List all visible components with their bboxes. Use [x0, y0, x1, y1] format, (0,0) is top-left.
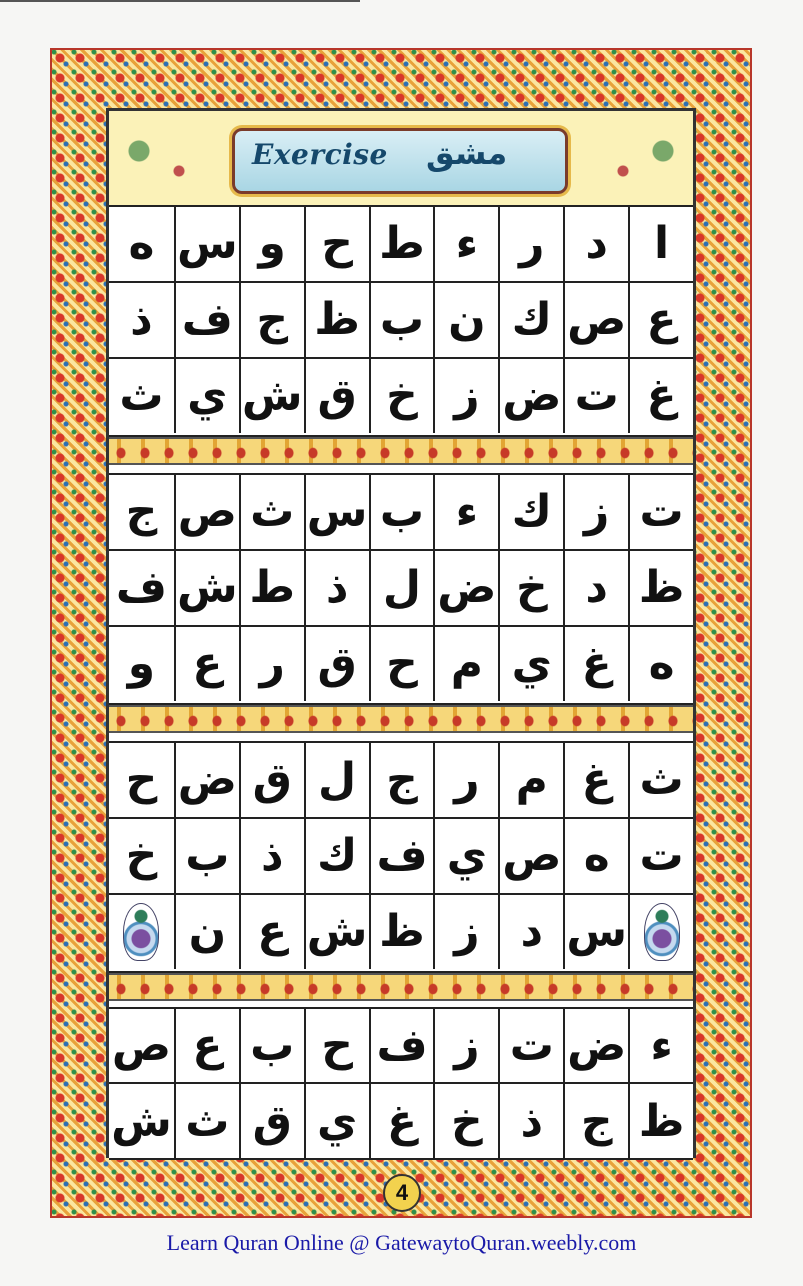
letter-cell: ش [304, 895, 369, 969]
letter-cell: م [433, 627, 498, 701]
letter-cell: ز [433, 895, 498, 969]
letter-grid-section-1 [109, 205, 693, 437]
top-edge-line [0, 0, 360, 2]
letter-cell: س [174, 207, 239, 283]
letter-cell: ش [239, 359, 304, 433]
letter-grid-section-3 [109, 741, 693, 973]
letter-cell: م [498, 743, 563, 819]
letter-cell: ض [563, 1009, 628, 1084]
letter-cell: ج [369, 743, 434, 819]
letter-cell: ث [239, 475, 304, 551]
letter-cell: ط [239, 551, 304, 627]
letter-cell: د [498, 895, 563, 969]
letter-cell: ء [433, 475, 498, 551]
letter-cell: ح [109, 743, 174, 819]
letter-cell: خ [498, 551, 563, 627]
letter-cell: ق [239, 1084, 304, 1160]
letter-cell: ث [174, 1084, 239, 1160]
letter-cell: ء [628, 1009, 693, 1084]
letter-cell: ب [369, 475, 434, 551]
letter-cell: و [239, 207, 304, 283]
letter-cell: ض [498, 359, 563, 433]
letter-cell: ز [433, 1009, 498, 1084]
letter-cell: ذ [109, 283, 174, 359]
letter-cell: ن [433, 283, 498, 359]
letter-cell: خ [433, 1084, 498, 1160]
letter-cell: ص [563, 283, 628, 359]
letter-cell: ق [304, 627, 369, 701]
letter-cell: ت [563, 359, 628, 433]
letter-grid-section-4 [109, 1007, 693, 1160]
letter-grid-section-2 [109, 473, 693, 705]
letter-cell: ي [304, 1084, 369, 1160]
letter-cell: ح [304, 1009, 369, 1084]
letter-cell: ء [433, 207, 498, 283]
letter-cell: ق [239, 743, 304, 819]
letter-cell: ف [174, 283, 239, 359]
letter-cell: د [563, 551, 628, 627]
letter-cell: ل [304, 743, 369, 819]
ornament-medallion [628, 895, 693, 969]
page-number: 4 [383, 1174, 421, 1212]
letter-cell: ك [304, 819, 369, 895]
letter-cell: ص [174, 475, 239, 551]
letter-cell: ف [369, 1009, 434, 1084]
letter-cell: ل [369, 551, 434, 627]
letter-cell: ث [628, 743, 693, 819]
letter-cell: ج [563, 1084, 628, 1160]
letter-cell: ر [239, 627, 304, 701]
letter-cell: ظ [628, 551, 693, 627]
letter-cell: ض [433, 551, 498, 627]
letter-cell: ض [174, 743, 239, 819]
letter-cell: ك [498, 283, 563, 359]
letter-cell: ظ [628, 1084, 693, 1160]
letter-cell: ص [109, 1009, 174, 1084]
letter-cell: ي [498, 627, 563, 701]
letter-cell: غ [369, 1084, 434, 1160]
letter-cell: ن [174, 895, 239, 969]
divider-band [109, 437, 693, 465]
ornament-medallion [109, 895, 174, 969]
letter-cell: ا [628, 207, 693, 283]
medallion-icon [644, 903, 680, 961]
letter-cell: خ [369, 359, 434, 433]
letter-cell: ع [239, 895, 304, 969]
letter-cell: ذ [498, 1084, 563, 1160]
letter-cell: ب [239, 1009, 304, 1084]
medallion-icon [123, 903, 159, 961]
letter-cell: ه [563, 819, 628, 895]
letter-cell: ب [174, 819, 239, 895]
divider-band [109, 705, 693, 733]
letter-cell: ش [111, 1096, 172, 1147]
letter-cell: ت [628, 819, 693, 895]
letter-cell: ح [304, 207, 369, 283]
letter-cell: ي [174, 359, 239, 433]
letter-cell: غ [563, 743, 628, 819]
letter-cell: ز [563, 475, 628, 551]
letter-cell: ص [498, 819, 563, 895]
letter-cell: ظ [304, 283, 369, 359]
letter-cell: ع [628, 283, 693, 359]
letter-cell: ع [174, 627, 239, 701]
letter-cell: غ [628, 359, 693, 433]
letter-cell: ي [433, 819, 498, 895]
letter-cell: ج [109, 475, 174, 551]
letter-cell: ق [304, 359, 369, 433]
letter-cell: س [304, 475, 369, 551]
letter-cell: ت [498, 1009, 563, 1084]
letter-cell: ط [369, 207, 434, 283]
letter-cell: ت [628, 475, 693, 551]
letter-cell: ذ [304, 551, 369, 627]
letter-cell: ث [119, 370, 164, 421]
letter-cell: ع [174, 1009, 239, 1084]
letter-cell: ذ [239, 819, 304, 895]
title-arabic: مشق [426, 134, 508, 172]
letter-cell: ف [369, 819, 434, 895]
letter-cell: ظ [369, 895, 434, 969]
letter-cell: ه [628, 627, 693, 701]
letter-cell: ر [433, 743, 498, 819]
letter-cell: ه [109, 207, 174, 283]
letter-cell: و [127, 638, 156, 689]
letter-cell: ج [239, 283, 304, 359]
footer-link-text[interactable]: Learn Quran Online @ GatewaytoQuran.weebly.com [166, 1230, 637, 1255]
divider-band [109, 973, 693, 1001]
letter-cell: د [563, 207, 628, 283]
letter-cell: ب [369, 283, 434, 359]
letter-cell: ف [109, 551, 174, 627]
letter-cell: غ [563, 627, 628, 701]
title-english: Exercise [252, 138, 388, 171]
letter-cell: ح [369, 627, 434, 701]
letter-cell: ر [498, 207, 563, 283]
letter-cell: ش [174, 551, 239, 627]
letter-cell: س [563, 895, 628, 969]
letter-cell: خ [109, 819, 174, 895]
letter-cell: ك [498, 475, 563, 551]
letter-cell: ز [433, 359, 498, 433]
